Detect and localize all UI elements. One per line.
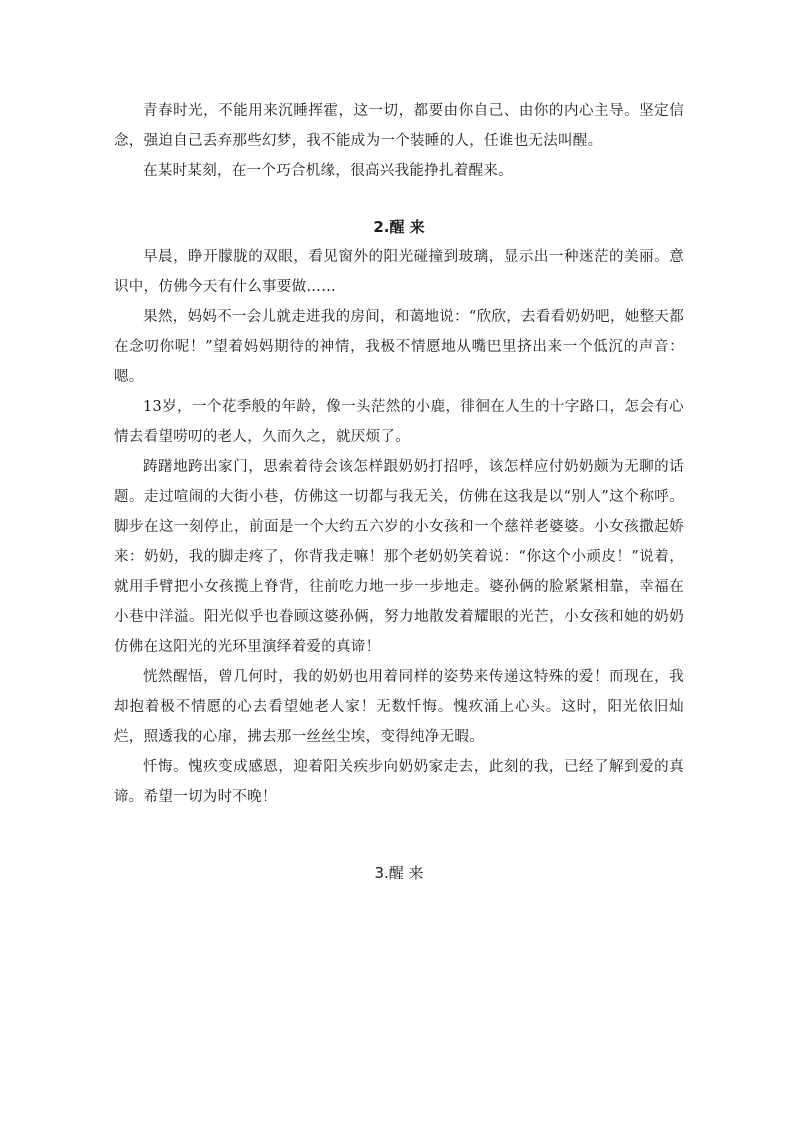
paragraph: 恍然醒悟，曾几何时，我的奶奶也用着同样的姿势来传递这特殊的爱！而现在，我却抱着极不情愿的心去看望她老人家！无数忏悔。愧疚涌上心头。这时，阳光依旧灿烂，照透我的心扉，拂去那一丝丝尘埃，变得纯净无暇。 [114,669,684,745]
section-heading-2: 2.醒 来 [373,218,425,236]
paragraph: 青春时光，不能用来沉睡挥霍，这一切，都要由你自己、由你的内心主导。坚定信念，强迫自己丢弃那些幻梦，我不能成为一个装睡的人，任谁也无法叫醒。 [114,103,684,149]
paragraph: 果然，妈妈不一会儿就走进我的房间，和蔼地说：“欣欣，去看看奶奶吧，她整天都在念叨你呢！”望着妈妈期待的神情，我极不情愿地从嘴巴里挤出来一个低沉的声音：嗯。 [114,309,684,385]
section-heading-3: 3.醒 来 [374,864,424,882]
paragraph: 早晨，睁开朦胧的双眼，看见窗外的阳光碰撞到玻璃，显示出一种迷茫的美丽。意识中，仿佛今天有什么事要做…… [114,249,684,295]
paragraph: 忏悔。愧疚变成感恩，迎着阳关疾步向奶奶家走去，此刻的我，已经了解到爱的真谛。希望一切为时不晚！ [114,759,684,805]
paragraph: 13岁，一个花季般的年龄，像一头茫然的小鹿，徘徊在人生的十字路口，怎会有心情去看望唠叨的老人，久而久之，就厌烦了。 [114,399,684,445]
paragraph: 在某时某刻，在一个巧合机缘，很高兴我能挣扎着醒来。 [143,163,513,179]
paragraph: 踌躇地跨出家门，思索着待会该怎样跟奶奶打招呼，该怎样应付奶奶颇为无聊的话题。走过喧闹的大街小巷，仿佛这一切都与我无关，仿佛在这我是以“别人”这个称呼。脚步在这一刻停止，前面是一个大约五六岁的小女孩和一个慈祥老婆婆。小女孩撒起娇来：奶奶，我的脚走疼了，你背我走嘛！那个老奶奶笑着说：“你这个小顽皮！”说着，就用手臂把小女孩揽上脊背，往前吃力地一步一步地走。婆孙俩的脸紧紧相靠，幸福在小巷中洋溢。阳光似乎也眷顾这婆孙俩，努力地散发着耀眼的光芒，小女孩和她的奶奶仿佛在这阳光的光环里演绎着爱的真谛！ [114,459,684,655]
document-body [114,96,684,888]
